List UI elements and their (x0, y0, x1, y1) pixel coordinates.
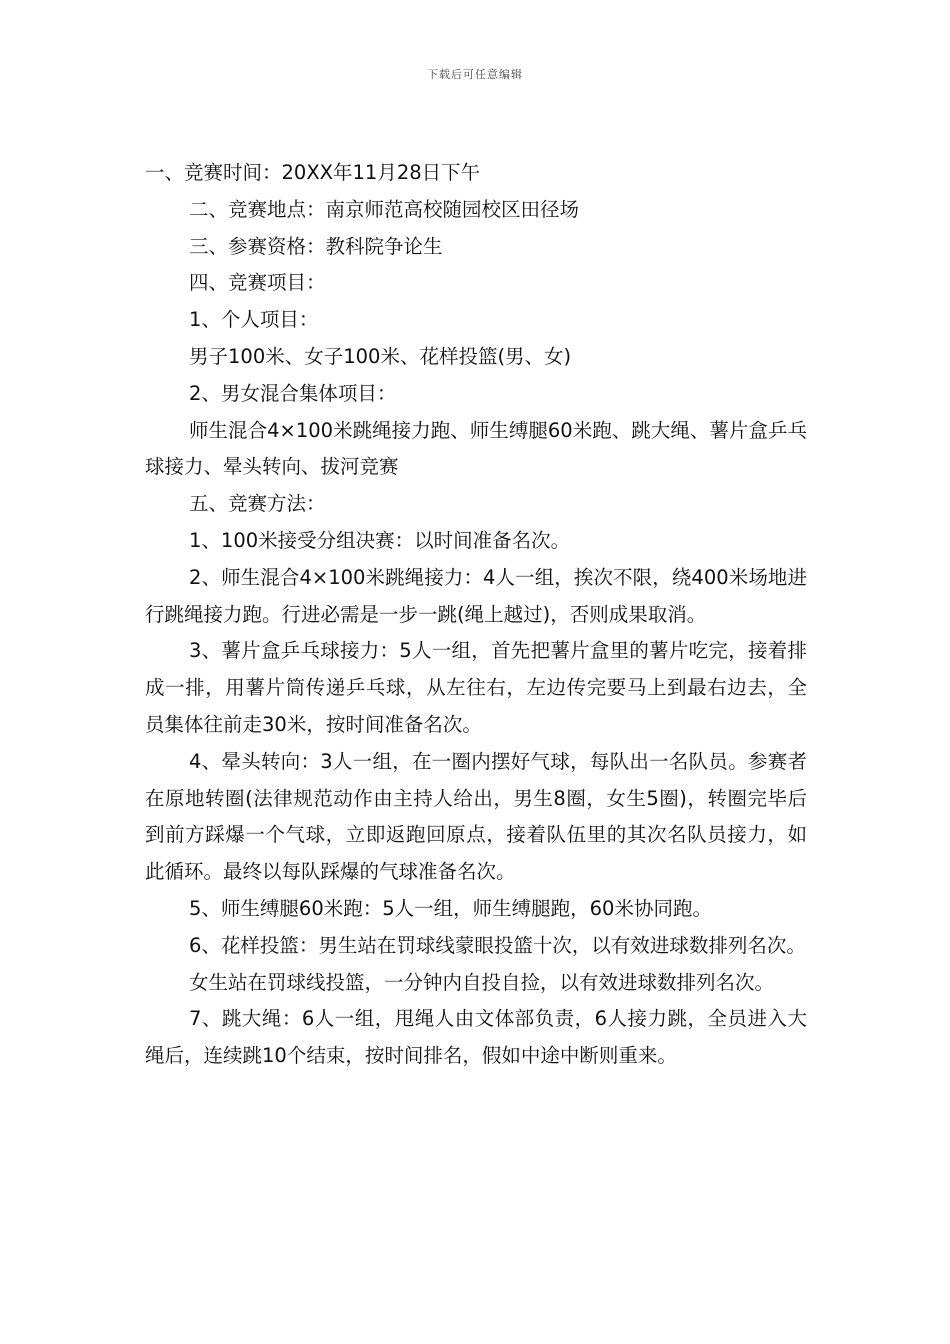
section-events-heading: 四、竞赛项目： (189, 271, 326, 295)
method-long-rope: 7、跳大绳：6人一组，甩绳人由文体部负责，6人接力跳，全员进入大绳后，连续跳10个结束，按时间排名，假如中途中断则重来。 (145, 1007, 807, 1068)
group-events-heading: 2、男女混合集体项目： (189, 381, 397, 405)
method-tied-leg-run: 5、师生缚腿60米跑：5人一组，师生缚腿跑，60米协同跑。 (189, 896, 712, 920)
page-header: 下载后可任意编辑 (427, 68, 523, 81)
method-100m: 1、100米接受分组决赛：以时间准备名次。 (189, 528, 571, 552)
section-location: 二、竞赛地点：南京师范高校随园校区田径场 (189, 197, 580, 221)
individual-events-heading: 1、个人项目： (189, 308, 319, 332)
method-fancy-shooting-female: 女生站在罚球线投篮，一分钟内自投自捡，以有效进球数排列名次。 (189, 970, 775, 994)
section-time: 一、竞赛时间：20XX年11月28日下午 (145, 161, 481, 184)
method-dizzy-turn: 4、晕头转向：3人一组，在一圈内摆好气球，每队出一名队员。参赛者在原地转圈(法律规范动作由主持人给出，男生8圈，女生5圈)，转圈完毕后到前方踩爆一个气球，立即返跑回原点，接着队伍里的其次名队员接力，如此循环。最终以每队踩爆的气球准备名次。 (145, 749, 807, 884)
individual-events-list: 男子100米、女子100米、花样投篮(男、女) (189, 344, 572, 368)
document-body (145, 155, 807, 1075)
group-events-list: 师生混合4×100米跳绳接力跑、师生缚腿60米跑、跳大绳、薯片盒乒乓球接力、晕头转向、拔河竞赛 (145, 418, 807, 479)
section-eligibility: 三、参赛资格：教科院争论生 (189, 234, 443, 258)
method-fancy-shooting-male: 6、花样投篮：男生站在罚球线蒙眼投篮十次，以有效进球数排列名次。 (189, 933, 806, 957)
method-rope-relay: 2、师生混合4×100米跳绳接力：4人一组，挨次不限，绕400米场地进行跳绳接力跑。行进必需是一步一跳(绳上越过)，否则成果取消。 (145, 565, 807, 626)
section-methods-heading: 五、竞赛方法： (189, 492, 326, 516)
method-chip-can-relay: 3、薯片盒乒乓球接力：5人一组，首先把薯片盒里的薯片吃完，接着排成一排，用薯片筒传递乒乓球，从左往右，左边传完要马上到最右边去，全员集体往前走30米，按时间准备名次。 (145, 639, 807, 736)
